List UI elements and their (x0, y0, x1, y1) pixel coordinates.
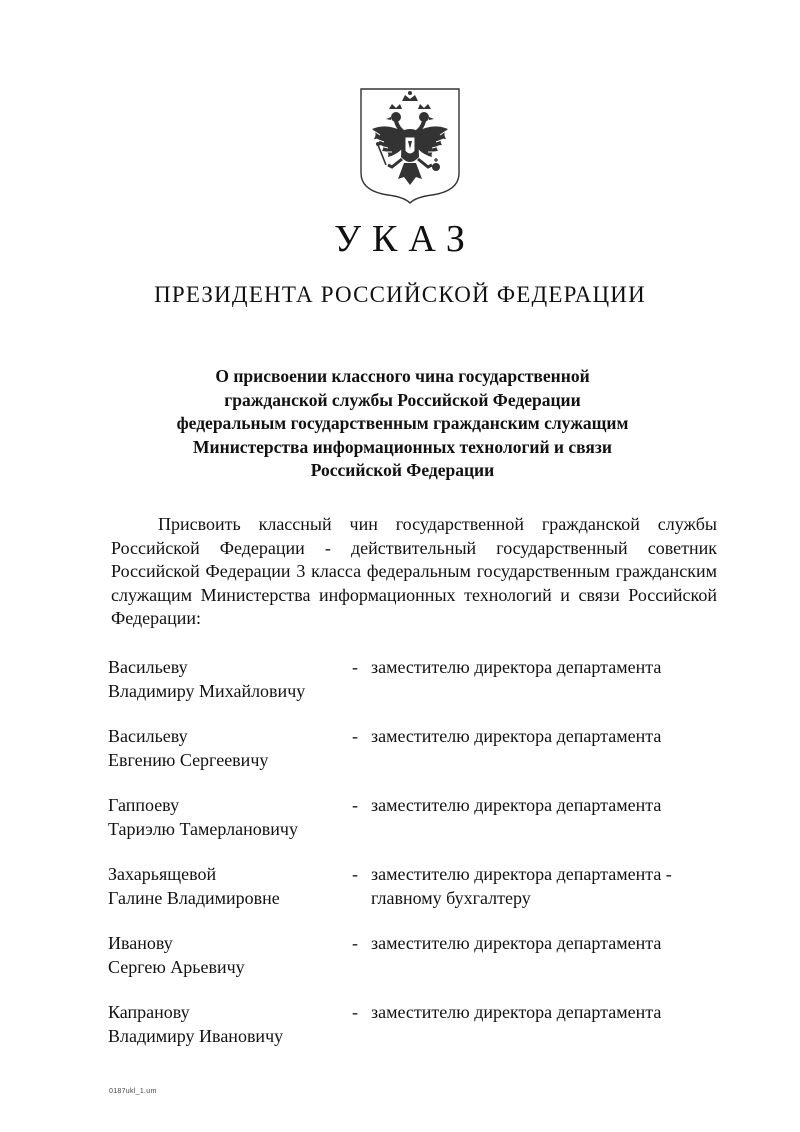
appointee-position (371, 932, 731, 956)
heading-line: федеральным государственным гражданским служащим (176, 413, 629, 433)
appointee-surname: Капранову (108, 1002, 190, 1022)
position-line: заместителю директора департамента (371, 933, 662, 953)
dash-separator: - (352, 1002, 358, 1022)
decree-heading (100, 365, 705, 483)
appointee-row (108, 863, 728, 932)
appointee-surname: Васильеву (108, 657, 188, 677)
dash-separator: - (352, 864, 358, 884)
appointee-surname: Иванову (108, 933, 173, 953)
position-line: заместителю директора департамента (371, 726, 662, 746)
appointee-row (108, 1001, 728, 1070)
appointee-name (108, 863, 348, 910)
appointee-name (108, 932, 348, 979)
appointee-given-name: Владимиру Ивановичу (108, 1025, 284, 1046)
footer-file-code: 0187ukl_1.um (109, 1088, 157, 1095)
appointee-given-name: Тариэлю Тамерлановичу (108, 818, 298, 839)
dash-separator: - (352, 726, 358, 746)
appointee-position (371, 794, 731, 818)
appointee-given-name: Сергею Арьевичу (108, 956, 245, 977)
appointee-name (108, 656, 348, 703)
document-title: УКАЗ (334, 218, 476, 260)
appointee-row (108, 932, 728, 1001)
dash-separator: - (352, 933, 358, 953)
dash-separator: - (352, 657, 358, 677)
appointee-surname: Гаппоеву (108, 795, 180, 815)
appointee-name (108, 794, 348, 841)
appointee-position (371, 656, 731, 680)
position-line: главному бухгалтеру (371, 887, 531, 908)
appointee-row (108, 656, 728, 725)
appointee-name (108, 1001, 348, 1048)
appointee-surname: Захарьящевой (108, 864, 217, 884)
heading-line: О присвоении классного чина государственной (215, 366, 590, 386)
appointee-row (108, 725, 728, 794)
appointee-given-name: Владимиру Михайловичу (108, 680, 306, 701)
heading-line: гражданской службы Российской Федерации (224, 389, 581, 410)
dash-separator: - (352, 795, 358, 815)
appointee-position (371, 863, 731, 910)
appointee-list (108, 656, 728, 1070)
position-line: заместителю директора департамента (371, 795, 662, 815)
heading-line: Министерства информационных технологий и связи (193, 436, 612, 457)
decree-body: Присвоить классный чин государственной гражданской службы Российской Федерации - действительный государственный советник Российской Федерации 3 класса федеральным государственным гражданским служащим Министерства информационных технологий и связи Российской Федерации: (111, 514, 717, 628)
heading-line: Российской Федерации (310, 460, 495, 480)
coat-of-arms-icon (358, 87, 462, 205)
appointee-position (371, 1001, 731, 1025)
appointee-row (108, 794, 728, 863)
appointee-surname: Васильеву (108, 726, 188, 746)
position-line: заместителю директора департамента (371, 1002, 662, 1022)
appointee-given-name: Евгению Сергеевичу (108, 749, 269, 770)
appointee-given-name: Галине Владимировне (108, 887, 280, 908)
position-line: заместителю директора департамента - (371, 864, 672, 884)
appointee-position (371, 725, 731, 749)
position-line: заместителю директора департамента (371, 657, 662, 677)
appointee-name (108, 725, 348, 772)
document-subtitle: ПРЕЗИДЕНТА РОССИЙСКОЙ ФЕДЕРАЦИИ (154, 282, 646, 307)
